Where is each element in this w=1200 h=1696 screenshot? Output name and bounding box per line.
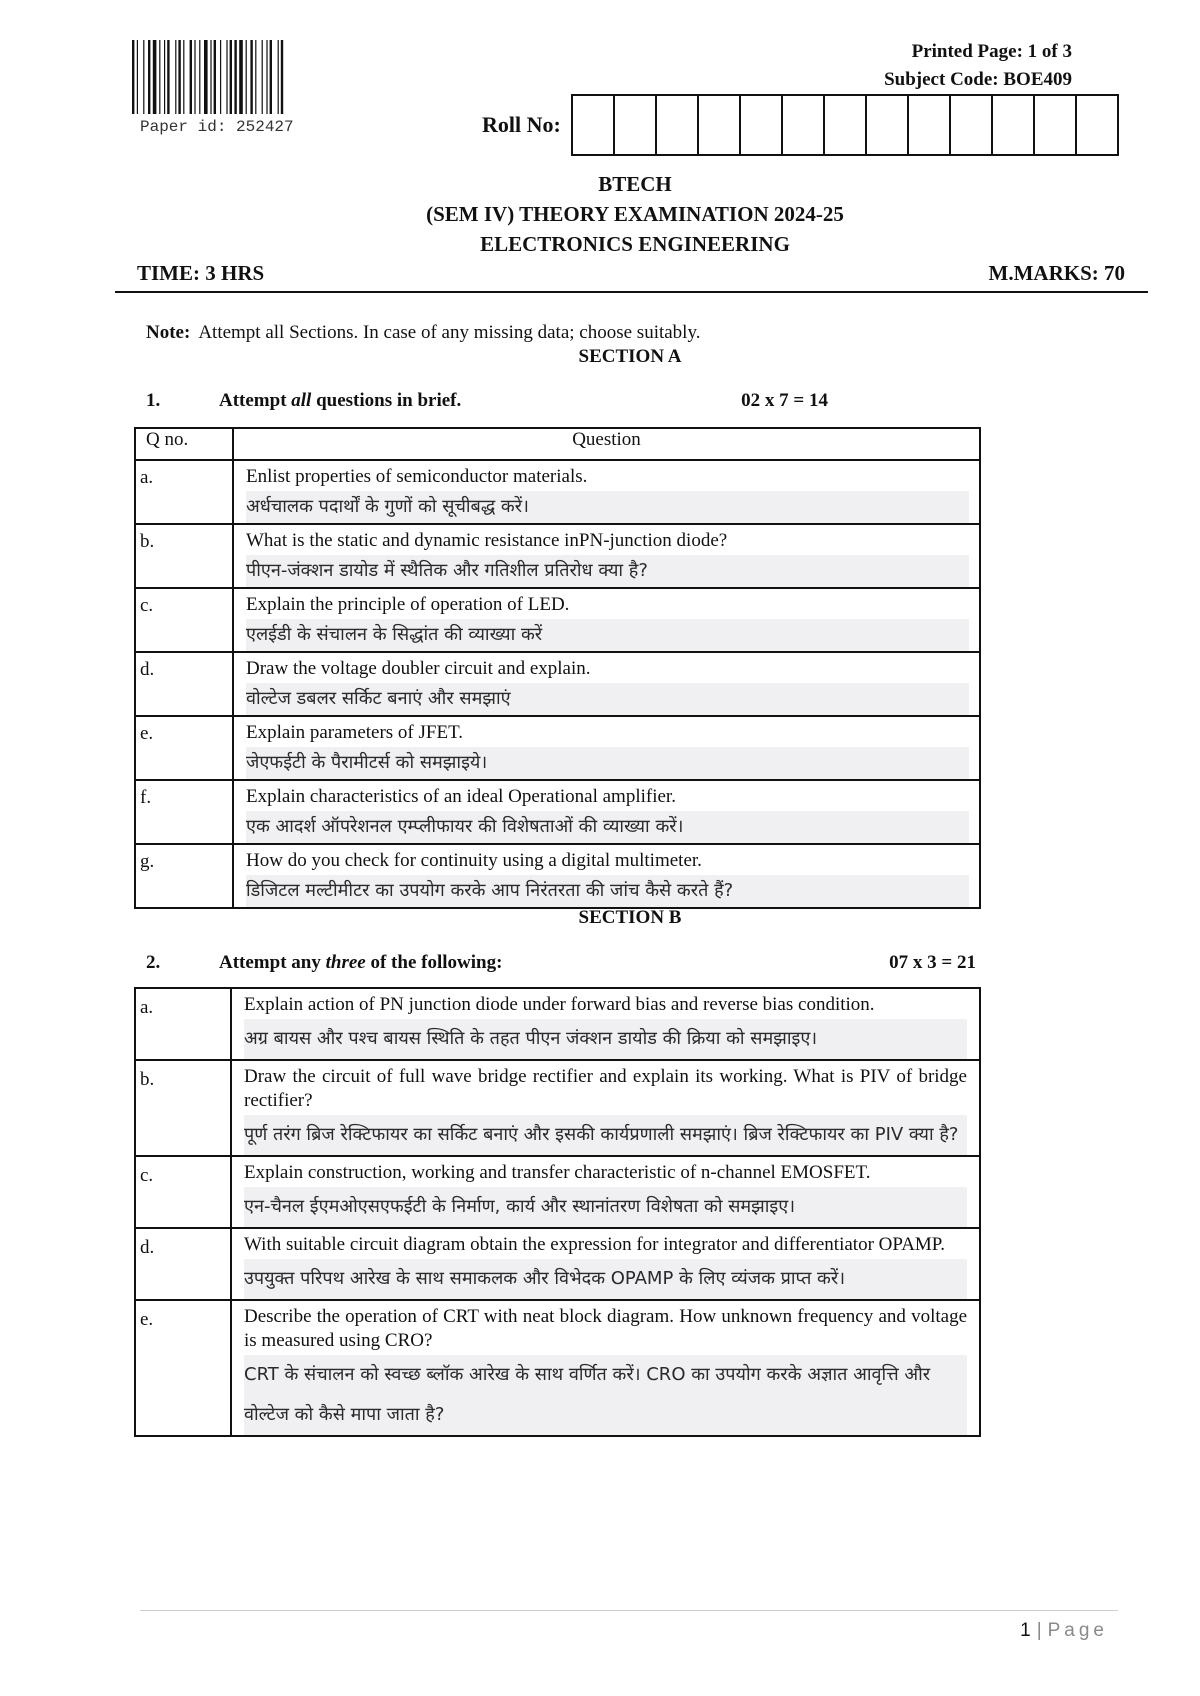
question-hindi: एक आदर्श ऑपरेशनल एम्प्लीफायर की विशेषताओं की व्याख्या करें।	[246, 811, 969, 843]
question-label: b.	[135, 524, 233, 588]
time-marks-row	[115, 261, 1145, 286]
exam-title: (SEM IV) THEORY EXAMINATION 2024-25	[426, 202, 844, 226]
question-text	[233, 652, 980, 716]
section-a-instruction	[146, 390, 976, 412]
question-text	[233, 460, 980, 524]
question-row	[135, 652, 980, 716]
question-hindi: उपयुक्त परिपथ आरेख के साथ समाकलक और विभेदक OPAMP के लिए व्यंजक प्राप्त करें।	[244, 1259, 967, 1299]
question-row	[135, 1156, 980, 1228]
roll-number-boxes	[571, 94, 1119, 156]
question-hindi: पीएन-जंक्शन डायोड में स्थैतिक और गतिशील प्रतिरोध क्या है?	[246, 555, 969, 587]
question-row	[135, 1300, 980, 1436]
subject-title: ELECTRONICS ENGINEERING	[480, 232, 790, 256]
question-hindi: डिजिटल मल्टीमीटर का उपयोग करके आप निरंतरता की जांच कैसे करते हैं?	[246, 875, 969, 907]
question-hindi: एलईडी के संचालन के सिद्धांत की व्याख्या करें	[246, 619, 969, 651]
question-hindi: CRT के संचालन को स्वच्छ ब्लॉक आरेख के साथ वर्णित करें। CRO का उपयोग करके अज्ञात आवृत्ति और वोल्टेज को कैसे मापा जाता है?	[244, 1355, 967, 1435]
roll-digit-box[interactable]	[909, 96, 951, 154]
section-b-table	[134, 987, 981, 1437]
question-text	[231, 1300, 980, 1436]
question-english: How do you check for continuity using a digital multimeter.	[246, 850, 702, 871]
question-label: c.	[135, 1156, 231, 1228]
roll-digit-box[interactable]	[657, 96, 699, 154]
roll-label: Roll No:	[482, 112, 561, 137]
question-english: Enlist properties of semiconductor materials.	[246, 466, 588, 487]
exam-time: TIME: 3 HRS	[137, 261, 265, 285]
page-number: 1	[1020, 1620, 1031, 1641]
roll-digit-box[interactable]	[615, 96, 657, 154]
question-text	[233, 524, 980, 588]
question-english: Explain parameters of JFET.	[246, 722, 464, 743]
instruction-post: questions in brief.	[311, 390, 462, 411]
question-hindi: जेएफईटी के पैरामीटर्स को समझाइये।	[246, 747, 969, 779]
question-english: Explain construction, working and transfer characteristic of n-channel EMOSFET.	[244, 1162, 871, 1183]
section-a-marks: 02 x 7 = 14	[741, 390, 828, 411]
col-question: Question	[233, 428, 980, 460]
question-text	[231, 988, 980, 1060]
note	[146, 322, 700, 344]
question-english: Explain characteristics of an ideal Operational amplifier.	[246, 786, 676, 807]
question-english: Draw the voltage doubler circuit and explain.	[246, 658, 591, 679]
question-hindi: अग्र बायस और पश्च बायस स्थिति के तहत पीएन जंक्शन डायोड की क्रिया को समझाइए।	[244, 1019, 967, 1059]
roll-digit-box[interactable]	[573, 96, 615, 154]
question-text	[233, 780, 980, 844]
question-label: f.	[135, 780, 233, 844]
question-label: a.	[135, 988, 231, 1060]
question-text	[231, 1060, 980, 1156]
question-hindi: अर्धचालक पदार्थों के गुणों को सूचीबद्ध करें।	[246, 491, 969, 523]
question-english: Explain action of PN junction diode under forward bias and reverse bias condition.	[244, 994, 875, 1015]
question-label: e.	[135, 1300, 231, 1436]
roll-digit-box[interactable]	[783, 96, 825, 154]
question-row	[135, 460, 980, 524]
roll-digit-box[interactable]	[993, 96, 1035, 154]
question-hindi: एन-चैनल ईएमओएसएफईटी के निर्माण, कार्य और स्थानांतरण विशेषता को समझाइए।	[244, 1187, 967, 1227]
roll-digit-box[interactable]	[699, 96, 741, 154]
header-divider	[115, 291, 1148, 293]
roll-digit-box[interactable]	[825, 96, 867, 154]
instruction-post: of the following:	[365, 952, 503, 973]
question-text	[233, 844, 980, 908]
subject-code: Subject Code: BOE409	[884, 69, 1072, 90]
col-qno: Q no.	[135, 428, 233, 460]
question-row	[135, 1228, 980, 1300]
roll-digit-box[interactable]	[951, 96, 993, 154]
question-label: b.	[135, 1060, 231, 1156]
footer-divider	[140, 1610, 1118, 1611]
roll-digit-box[interactable]	[867, 96, 909, 154]
question-label: a.	[135, 460, 233, 524]
degree-title: BTECH	[598, 172, 672, 196]
question-row	[135, 716, 980, 780]
question-label: g.	[135, 844, 233, 908]
question-english: Describe the operation of CRT with neat block diagram. How unknown frequency and voltage is measured using CRO?	[244, 1306, 967, 1351]
question-text	[233, 588, 980, 652]
question-row	[135, 780, 980, 844]
question-row	[135, 588, 980, 652]
section-a-title: SECTION A	[578, 346, 682, 367]
page-footer: 1 | Page	[1020, 1620, 1108, 1641]
question-row	[135, 524, 980, 588]
question-text	[231, 1228, 980, 1300]
question-english: Draw the circuit of full wave bridge rectifier and explain its working. What is PIV of bridge rectifier?	[244, 1066, 967, 1111]
note-label: Note:	[146, 322, 191, 343]
section-a-table	[134, 427, 981, 909]
instruction-emphasis: all	[291, 390, 312, 411]
question-row	[135, 988, 980, 1060]
roll-digit-box[interactable]	[1035, 96, 1077, 154]
question-english: What is the static and dynamic resistance inPN-junction diode?	[246, 530, 728, 551]
roll-digit-box[interactable]	[1077, 96, 1119, 154]
question-number: 2.	[146, 952, 161, 973]
page-info	[884, 38, 1072, 94]
question-text	[233, 716, 980, 780]
question-row	[135, 844, 980, 908]
question-label: c.	[135, 588, 233, 652]
section-b-title: SECTION B	[578, 907, 682, 928]
question-hindi: पूर्ण तरंग ब्रिज रेक्टिफायर का सर्किट बनाएं और इसकी कार्यप्रणाली समझाएं। ब्रिज रेक्टिफायर का PIV क्या है?	[244, 1115, 967, 1155]
max-marks: M.MARKS: 70	[988, 261, 1125, 285]
question-row	[135, 1060, 980, 1156]
question-label: d.	[135, 652, 233, 716]
question-label: d.	[135, 1228, 231, 1300]
section-b-instruction	[146, 952, 976, 974]
section-b-marks: 07 x 3 = 21	[889, 952, 976, 973]
question-english: Explain the principle of operation of LED.	[246, 594, 570, 615]
printed-page: Printed Page: 1 of 3	[911, 41, 1072, 62]
note-text: Attempt all Sections. In case of any missing data; choose suitably.	[198, 322, 701, 343]
instruction-pre: Attempt any	[219, 952, 326, 973]
question-english: With suitable circuit diagram obtain the expression for integrator and differentiator OPAMP.	[244, 1234, 946, 1255]
roll-number-block	[482, 94, 1119, 156]
page-word: Page	[1047, 1620, 1108, 1641]
question-hindi: वोल्टेज डबलर सर्किट बनाएं और समझाएं	[246, 683, 969, 715]
question-number: 1.	[146, 390, 161, 411]
paper-id: Paper id: 252427	[140, 118, 294, 136]
question-text	[231, 1156, 980, 1228]
instruction-emphasis: three	[325, 952, 366, 973]
barcode-image	[132, 40, 320, 114]
roll-digit-box[interactable]	[741, 96, 783, 154]
instruction-pre: Attempt	[219, 390, 292, 411]
question-label: e.	[135, 716, 233, 780]
